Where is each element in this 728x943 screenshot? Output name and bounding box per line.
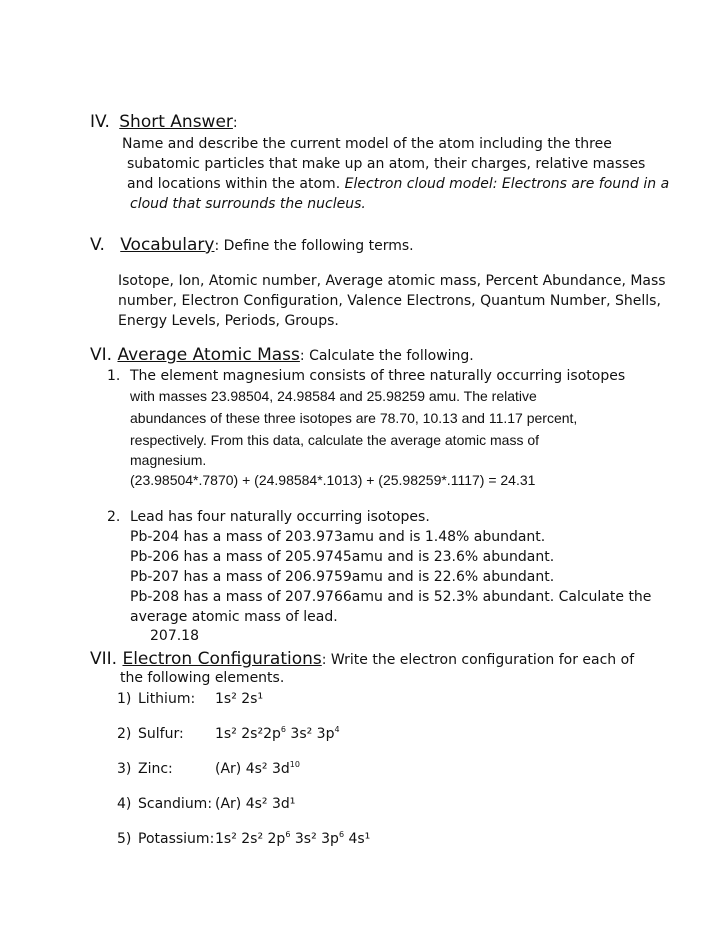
question-1-line-5: magnesium.: [130, 452, 207, 468]
section-5-note: : Define the following terms.: [214, 238, 414, 254]
question-2-line-2: Pb-204 has a mass of 203.973amu and is 1.48% abundant.: [130, 529, 546, 545]
section-5-heading: [90, 235, 414, 257]
config-4-number: 4): [117, 796, 132, 812]
config-3-element: Zinc:: [138, 761, 173, 777]
question-1-line-2: with masses 23.98504, 24.98584 and 25.98259 amu. The relative: [130, 388, 537, 404]
config-2-number: 2): [117, 726, 132, 742]
config-5-sup-a: 6: [285, 830, 291, 839]
config-1-value: 1s² 2s¹: [215, 691, 264, 707]
config-2-part-a: 1s² 2s²2p: [215, 726, 281, 742]
section-4-answer-a: Electron cloud model: Electrons are found in a: [344, 176, 670, 192]
section-5-terms-2: number, Electron Configuration, Valence Electrons, Quantum Number, Shells,: [118, 293, 661, 309]
section-7-note-2: the following elements.: [120, 670, 285, 686]
question-1-line-4: respectively. From this data, calculate the average atomic mass of: [130, 432, 540, 448]
section-6-note: : Calculate the following.: [299, 348, 474, 364]
section-5-numeral: V.: [90, 235, 105, 255]
section-7-title: Electron Configurations: [122, 649, 322, 669]
section-4-colon: :: [232, 115, 238, 131]
config-2-sup-a: 6: [280, 725, 286, 734]
question-2-number: 2.: [107, 509, 121, 525]
section-4-line-3-text: and locations within the atom.: [127, 176, 345, 192]
question-2-line-5: Pb-208 has a mass of 207.9766amu and is 52.3% abundant. Calculate the: [130, 589, 652, 605]
config-3-part-a: (Ar) 4s² 3d: [215, 761, 290, 777]
config-5-value: [215, 829, 370, 850]
question-1-line-1: The element magnesium consists of three naturally occurring isotopes: [130, 368, 626, 384]
config-2-element: Sulfur:: [138, 726, 184, 742]
section-4-line-1: Name and describe the current model of the atom including the three: [122, 136, 612, 152]
section-6-numeral: VI.: [90, 345, 113, 365]
config-5-part-a: 1s² 2s² 2p: [215, 831, 286, 847]
section-4-answer-b: cloud that surrounds the nucleus.: [130, 196, 366, 212]
config-4-element: Scandium:: [138, 796, 213, 812]
config-5-part-c: 4s¹: [344, 831, 371, 847]
config-1-number: 1): [117, 691, 132, 707]
config-2-part-b: 3s² 3p: [285, 726, 335, 742]
section-6-title: Average Atomic Mass: [117, 345, 300, 365]
config-3-value: [215, 759, 300, 780]
question-2-line-3: Pb-206 has a mass of 205.9745amu and is 23.6% abundant.: [130, 549, 555, 565]
config-2-value: [215, 724, 340, 745]
question-1-number: 1.: [107, 368, 121, 384]
section-5-title: Vocabulary: [120, 235, 215, 255]
question-2-line-4: Pb-207 has a mass of 206.9759amu and is 22.6% abundant.: [130, 569, 555, 585]
config-3-number: 3): [117, 761, 132, 777]
question-2-line-6: average atomic mass of lead.: [130, 609, 338, 625]
config-4-value: (Ar) 4s² 3d¹: [215, 796, 296, 812]
config-5-number: 5): [117, 831, 132, 847]
config-5-element: Potassium:: [138, 831, 215, 847]
section-7-numeral: VII.: [90, 649, 118, 669]
config-2-sup-b: 4: [334, 725, 340, 734]
section-4-heading: [90, 112, 238, 134]
section-4-numeral: IV.: [90, 112, 110, 132]
section-4-title: Short Answer: [119, 112, 233, 132]
config-3-sup-a: 10: [289, 760, 300, 769]
question-2-line-1: Lead has four naturally occurring isotopes.: [130, 509, 430, 525]
section-4-line-3: [127, 174, 669, 195]
section-5-terms-1: Isotope, Ion, Atomic number, Average atomic mass, Percent Abundance, Mass: [118, 273, 666, 289]
section-7-note: : Write the electron configuration for each of: [321, 652, 635, 668]
config-5-sup-b: 6: [338, 830, 345, 839]
config-5-part-b: 3s² 3p: [290, 831, 339, 847]
section-4-line-2: subatomic particles that make up an atom, their charges, relative masses: [127, 156, 646, 172]
question-1-answer: (23.98504*.7870) + (24.98584*.1013) + (25.98259*.1117) = 24.31: [130, 472, 536, 488]
question-2-answer: 207.18: [150, 628, 199, 644]
section-6-heading: [90, 345, 474, 367]
section-5-terms-3: Energy Levels, Periods, Groups.: [118, 313, 339, 329]
question-1-line-3: abundances of these three isotopes are 78.70, 10.13 and 11.17 percent,: [130, 410, 578, 426]
config-1-element: Lithium:: [138, 691, 196, 707]
